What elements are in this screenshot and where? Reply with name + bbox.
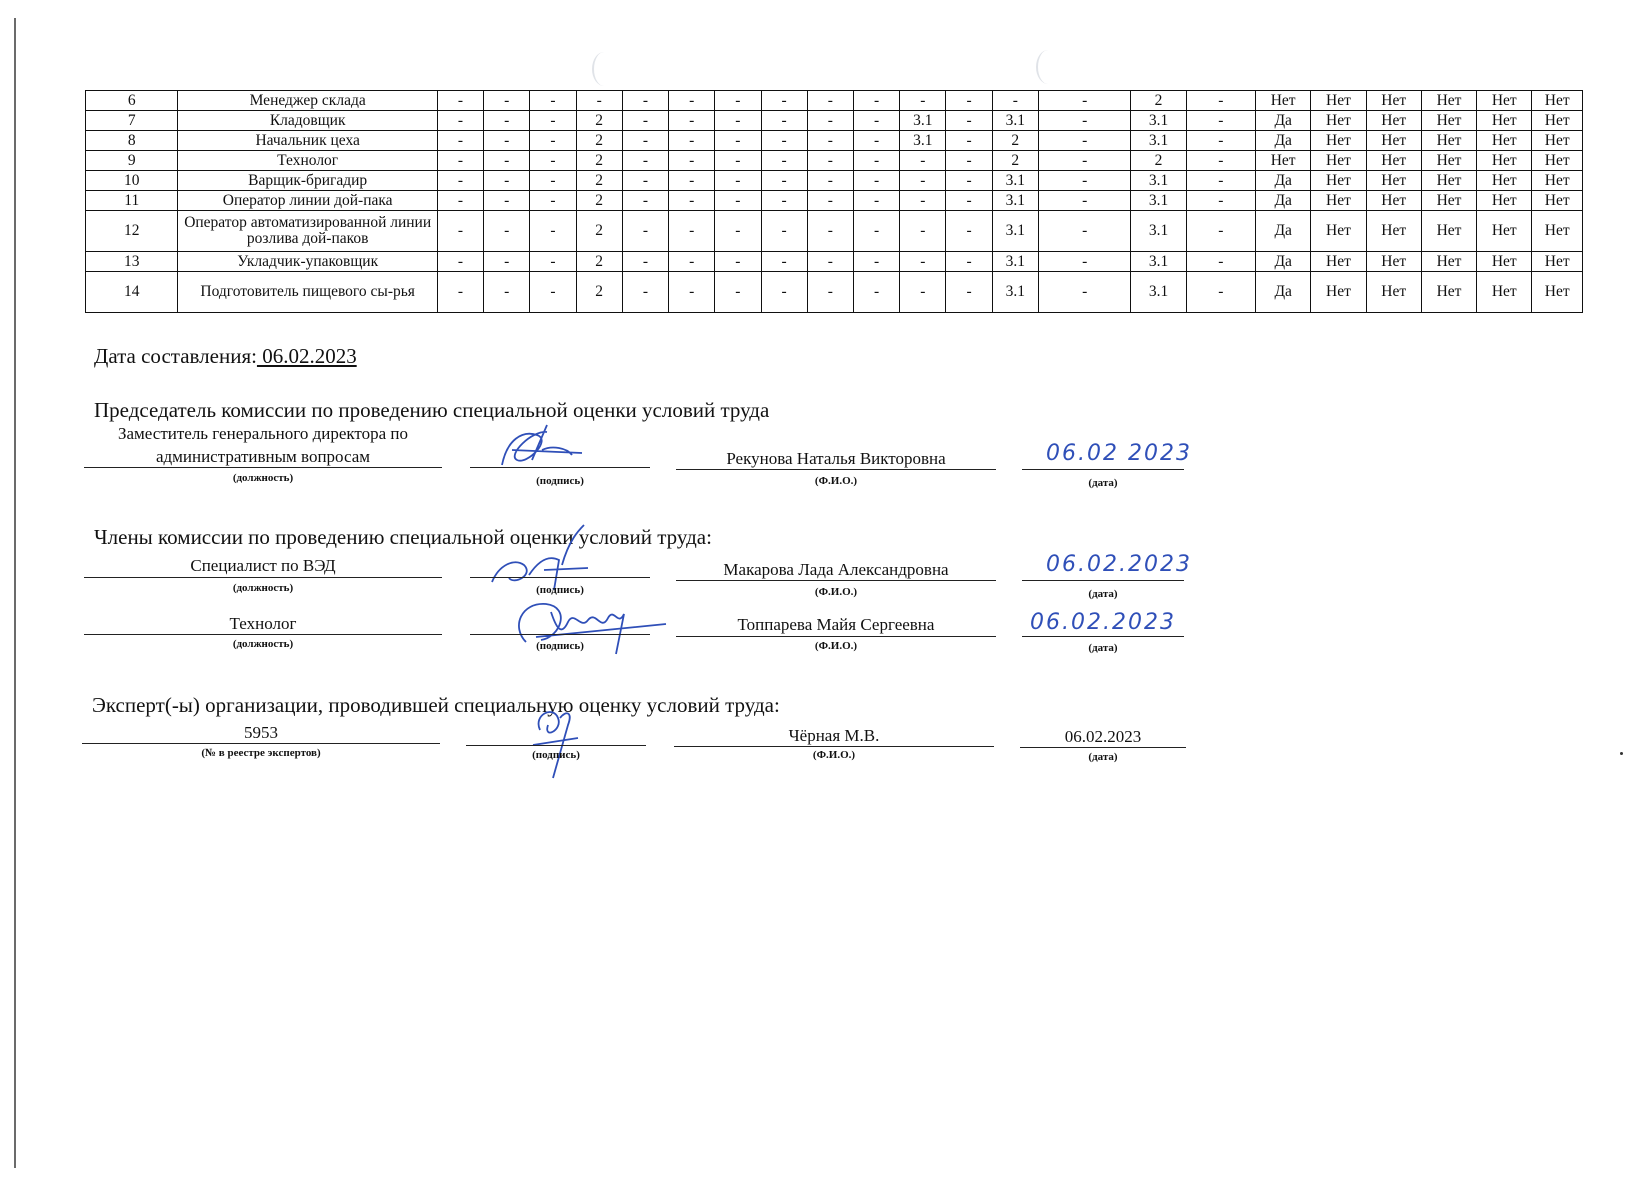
table-cell: Нет	[1421, 91, 1476, 111]
row-number-cell: 12	[86, 211, 178, 252]
member-1-date-line	[1022, 580, 1184, 581]
expert-registry-line	[82, 743, 440, 744]
table-cell: 3.1	[1131, 171, 1186, 191]
job-title-cell: Оператор линии дой-пака	[178, 191, 437, 211]
table-cell: 2	[576, 151, 622, 171]
table-cell: Нет	[1532, 171, 1583, 191]
table-cell: -	[900, 272, 946, 313]
date-compiled	[94, 344, 357, 369]
table-cell: -	[761, 171, 807, 191]
table-cell: Нет	[1421, 272, 1476, 313]
table-cell: Нет	[1477, 191, 1532, 211]
table-cell: 3.1	[992, 272, 1038, 313]
table-cell: Да	[1256, 131, 1311, 151]
table-cell: -	[484, 191, 530, 211]
job-title-cell: Технолог	[178, 151, 437, 171]
caption-signature: (подпись)	[536, 584, 584, 596]
table-cell: -	[530, 252, 576, 272]
table-cell: Нет	[1421, 111, 1476, 131]
table-row	[86, 211, 1583, 252]
table-cell: -	[946, 131, 992, 151]
table-cell: Нет	[1421, 151, 1476, 171]
table-cell: -	[530, 91, 576, 111]
expert-date: 06.02.2023	[1064, 727, 1142, 746]
expert-signature	[518, 700, 588, 780]
table-cell: Нет	[1532, 91, 1583, 111]
table-cell: 3.1	[992, 252, 1038, 272]
table-cell: Нет	[1477, 272, 1532, 313]
table-cell: 2	[576, 211, 622, 252]
member-2-position: Технолог	[229, 614, 297, 633]
table-cell: -	[1038, 191, 1130, 211]
table-cell: Нет	[1366, 272, 1421, 313]
table-row	[86, 272, 1583, 313]
table-cell: Нет	[1366, 131, 1421, 151]
table-cell: -	[1038, 151, 1130, 171]
expert-heading: Эксперт(-ы) организации, проводившей специальную оценку условий труда:	[92, 693, 780, 717]
row-number-cell: 11	[86, 191, 178, 211]
table-cell: 2	[576, 191, 622, 211]
row-number-cell: 13	[86, 252, 178, 272]
table-cell: -	[1038, 131, 1130, 151]
table-cell: -	[807, 252, 853, 272]
sout-results-table	[85, 90, 1583, 313]
table-cell: 2	[576, 272, 622, 313]
table-cell: -	[1186, 151, 1255, 171]
table-cell: -	[437, 191, 483, 211]
scan-page-edge	[14, 18, 16, 1168]
table-cell: -	[807, 151, 853, 171]
expert-registry-number: 5953	[244, 723, 278, 742]
table-cell: Нет	[1421, 191, 1476, 211]
table-cell: Нет	[1532, 131, 1583, 151]
table-cell: -	[530, 131, 576, 151]
table-cell: Да	[1256, 111, 1311, 131]
table-row	[86, 191, 1583, 211]
table-cell: -	[946, 151, 992, 171]
table-cell: Нет	[1256, 91, 1311, 111]
table-cell: Нет	[1532, 272, 1583, 313]
table-cell: -	[1038, 252, 1130, 272]
table-cell: 2	[576, 252, 622, 272]
table-cell: Нет	[1311, 252, 1366, 272]
table-cell: -	[946, 211, 992, 252]
table-cell: -	[669, 151, 715, 171]
table-cell: -	[530, 171, 576, 191]
member-1-name: Макарова Лада Александровна	[723, 560, 949, 579]
table-cell: -	[715, 211, 761, 252]
table-cell: -	[669, 171, 715, 191]
table-cell: -	[484, 91, 530, 111]
table-cell: Нет	[1421, 211, 1476, 252]
table-cell: 2	[992, 131, 1038, 151]
expert-signature-line	[466, 745, 646, 746]
caption-date: (дата)	[1088, 642, 1118, 654]
table-cell: -	[530, 211, 576, 252]
table-cell: -	[622, 111, 668, 131]
table-cell: Нет	[1477, 211, 1532, 252]
table-cell: -	[669, 191, 715, 211]
table-cell: -	[853, 252, 899, 272]
table-cell: -	[761, 131, 807, 151]
table-cell: -	[1038, 211, 1130, 252]
table-cell: -	[761, 111, 807, 131]
table-cell: -	[807, 131, 853, 151]
table-cell: Нет	[1366, 111, 1421, 131]
table-cell: -	[900, 91, 946, 111]
member-1-position: Специалист по ВЭД	[190, 556, 336, 575]
caption-fio: (Ф.И.О.)	[814, 475, 858, 487]
table-cell: Нет	[1311, 111, 1366, 131]
table-cell: Нет	[1421, 131, 1476, 151]
table-cell: -	[715, 111, 761, 131]
row-number-cell: 7	[86, 111, 178, 131]
row-number-cell: 8	[86, 131, 178, 151]
table-cell: -	[715, 171, 761, 191]
table-cell: -	[946, 171, 992, 191]
caption-fio: (Ф.И.О.)	[814, 640, 858, 652]
table-cell: -	[761, 151, 807, 171]
table-cell: -	[715, 151, 761, 171]
table-cell: -	[576, 91, 622, 111]
table-cell: Нет	[1421, 252, 1476, 272]
table-cell: -	[900, 211, 946, 252]
job-title-cell: Укладчик-упаковщик	[178, 252, 437, 272]
table-cell: -	[622, 211, 668, 252]
table-cell: -	[622, 171, 668, 191]
table-cell: 3.1	[1131, 131, 1186, 151]
table-cell: Нет	[1532, 191, 1583, 211]
table-cell: Нет	[1311, 131, 1366, 151]
caption-date: (дата)	[1088, 477, 1118, 489]
table-cell: Да	[1256, 171, 1311, 191]
table-cell: 3.1	[1131, 272, 1186, 313]
caption-signature: (подпись)	[532, 749, 580, 761]
expert-name-line	[674, 746, 994, 747]
member-2-date-line	[1022, 636, 1184, 637]
job-title-cell: Подготовитель пищевого сы-рья	[178, 272, 437, 313]
table-cell: -	[761, 91, 807, 111]
table-cell: 3.1	[992, 191, 1038, 211]
table-cell: -	[484, 111, 530, 131]
table-cell: -	[1038, 171, 1130, 191]
table-cell: -	[946, 272, 992, 313]
table-cell: Нет	[1421, 171, 1476, 191]
table-cell: -	[484, 211, 530, 252]
table-cell: Нет	[1366, 91, 1421, 111]
table-cell: 2	[992, 151, 1038, 171]
caption-fio: (Ф.И.О.)	[814, 586, 858, 598]
table-cell: -	[853, 171, 899, 191]
row-number-cell: 10	[86, 171, 178, 191]
table-cell: -	[669, 252, 715, 272]
chairman-date-handwritten: 06.02 2023	[1046, 441, 1192, 466]
table-cell: -	[946, 191, 992, 211]
chairman-signature-line	[470, 467, 650, 468]
table-cell: -	[807, 91, 853, 111]
table-cell: -	[853, 151, 899, 171]
table-cell: Нет	[1532, 111, 1583, 131]
table-cell: -	[715, 191, 761, 211]
table-cell: Нет	[1532, 151, 1583, 171]
table-cell: -	[807, 211, 853, 252]
member-2-position-line	[84, 634, 442, 635]
table-cell: Нет	[1366, 211, 1421, 252]
table-cell: 3.1	[992, 111, 1038, 131]
chairman-position-line1: Заместитель генерального директора по	[117, 424, 408, 443]
table-cell: Нет	[1311, 171, 1366, 191]
table-cell: -	[807, 272, 853, 313]
table-cell: Нет	[1366, 171, 1421, 191]
table-cell: -	[1186, 252, 1255, 272]
row-number-cell: 6	[86, 91, 178, 111]
table-cell: -	[946, 252, 992, 272]
table-cell: -	[761, 191, 807, 211]
table-cell: -	[437, 131, 483, 151]
table-cell: -	[1038, 91, 1130, 111]
table-cell: 3.1	[900, 131, 946, 151]
table-cell: -	[853, 191, 899, 211]
date-compiled-label: Дата составления:	[94, 344, 257, 368]
caption-date: (дата)	[1088, 751, 1118, 763]
chairman-heading: Председатель комиссии по проведению специальной оценки условий труда	[94, 398, 770, 422]
member-1-date-handwritten: 06.02.2023	[1046, 552, 1192, 577]
table-cell: -	[1186, 191, 1255, 211]
table-cell: -	[992, 91, 1038, 111]
caption-position: (должность)	[232, 638, 294, 650]
job-title-cell: Варщик-бригадир	[178, 171, 437, 191]
table-row	[86, 111, 1583, 131]
table-cell: -	[853, 91, 899, 111]
table-cell: -	[807, 191, 853, 211]
scan-artifact	[1036, 50, 1060, 84]
job-title-cell: Менеджер склада	[178, 91, 437, 111]
table-cell: -	[622, 131, 668, 151]
caption-signature: (подпись)	[536, 475, 584, 487]
table-cell: Нет	[1366, 252, 1421, 272]
table-cell: Нет	[1311, 272, 1366, 313]
job-title-cell: Начальник цеха	[178, 131, 437, 151]
table-cell: -	[807, 171, 853, 191]
table-cell: Нет	[1256, 151, 1311, 171]
table-cell: 3.1	[900, 111, 946, 131]
table-cell: -	[437, 171, 483, 191]
chairman-position-line	[84, 467, 442, 468]
table-cell: -	[946, 111, 992, 131]
table-cell: -	[807, 111, 853, 131]
table-cell: -	[622, 151, 668, 171]
scan-artifact	[592, 52, 616, 86]
table-cell: -	[900, 171, 946, 191]
table-cell: -	[900, 151, 946, 171]
table-cell: -	[669, 91, 715, 111]
table-cell: -	[669, 111, 715, 131]
table-cell: -	[530, 191, 576, 211]
table-cell: 2	[576, 111, 622, 131]
table-cell: -	[437, 211, 483, 252]
table-row	[86, 91, 1583, 111]
table-row	[86, 252, 1583, 272]
table-cell: -	[484, 171, 530, 191]
caption-position: (должность)	[232, 582, 294, 594]
row-number-cell: 9	[86, 151, 178, 171]
table-cell: -	[1186, 211, 1255, 252]
table-cell: Нет	[1477, 252, 1532, 272]
table-cell: -	[1186, 171, 1255, 191]
caption-fio: (Ф.И.О.)	[812, 749, 856, 761]
table-cell: Нет	[1366, 191, 1421, 211]
table-cell: -	[761, 252, 807, 272]
member-1-name-line	[676, 580, 996, 581]
table-cell: Нет	[1366, 151, 1421, 171]
table-cell: -	[1186, 131, 1255, 151]
caption-registry: (№ в реестре экспертов)	[201, 747, 321, 759]
table-cell: 2	[576, 171, 622, 191]
chairman-name: Рекунова Наталья Викторовна	[726, 449, 946, 468]
table-cell: -	[669, 272, 715, 313]
table-cell: -	[1186, 91, 1255, 111]
table-cell: -	[900, 252, 946, 272]
table-cell: Нет	[1477, 131, 1532, 151]
table-cell: -	[715, 91, 761, 111]
chairman-name-line	[676, 469, 996, 470]
table-cell: -	[622, 91, 668, 111]
table-cell: -	[530, 272, 576, 313]
member-2-date-handwritten: 06.02.2023	[1030, 610, 1176, 635]
table-cell: -	[530, 111, 576, 131]
table-cell: -	[437, 272, 483, 313]
table-cell: Нет	[1311, 151, 1366, 171]
table-cell: -	[761, 272, 807, 313]
member-2-signature-line	[470, 634, 650, 635]
member-1-position-line	[84, 577, 442, 578]
table-cell: Да	[1256, 272, 1311, 313]
date-compiled-value: 06.02.2023	[256, 344, 357, 368]
table-cell: -	[715, 272, 761, 313]
table-cell: -	[437, 91, 483, 111]
job-title-cell: Кладовщик	[178, 111, 437, 131]
table-row	[86, 151, 1583, 171]
table-body	[86, 91, 1583, 313]
table-cell: -	[669, 131, 715, 151]
table-cell: -	[853, 131, 899, 151]
table-cell: -	[715, 252, 761, 272]
expert-date-line	[1020, 747, 1186, 748]
table-cell: Нет	[1477, 111, 1532, 131]
table-cell: 3.1	[1131, 111, 1186, 131]
table-cell: 3.1	[992, 211, 1038, 252]
members-heading: Члены комиссии по проведению специальной оценки условий труда:	[94, 525, 712, 549]
table-cell: 2	[576, 131, 622, 151]
table-cell: Да	[1256, 211, 1311, 252]
table-cell: -	[715, 131, 761, 151]
table-cell: -	[669, 211, 715, 252]
expert-name: Чёрная М.В.	[788, 726, 880, 745]
table-cell: -	[437, 111, 483, 131]
table-cell: -	[484, 252, 530, 272]
chairman-position-line2: административным вопросам	[155, 447, 371, 466]
table-cell: Нет	[1532, 211, 1583, 252]
table-cell: -	[761, 211, 807, 252]
member-2-name: Топпарева Майя Сергеевна	[737, 615, 935, 634]
row-number-cell: 14	[86, 272, 178, 313]
table-cell: 3.1	[1131, 191, 1186, 211]
table-cell: -	[437, 252, 483, 272]
scan-dot	[1620, 752, 1623, 755]
table-cell: -	[853, 272, 899, 313]
table-cell: Нет	[1477, 91, 1532, 111]
table-cell: -	[437, 151, 483, 171]
caption-date: (дата)	[1088, 588, 1118, 600]
caption-signature: (подпись)	[536, 640, 584, 652]
table-cell: -	[900, 191, 946, 211]
chairman-date-line	[1022, 469, 1184, 470]
job-title-cell: Оператор автоматизированной линии розлива дой-паков	[178, 211, 437, 252]
table-cell: -	[484, 131, 530, 151]
table-row	[86, 131, 1583, 151]
table-cell: Нет	[1311, 211, 1366, 252]
table-cell: -	[622, 252, 668, 272]
table-cell: -	[946, 91, 992, 111]
table-cell: Да	[1256, 191, 1311, 211]
member-1-signature-line	[470, 577, 650, 578]
member-2-name-line	[676, 636, 996, 637]
table-cell: Нет	[1477, 151, 1532, 171]
table-cell: -	[1186, 111, 1255, 131]
table-row	[86, 171, 1583, 191]
table-cell: -	[622, 272, 668, 313]
table-cell: -	[1186, 272, 1255, 313]
table-cell: Нет	[1532, 252, 1583, 272]
table-cell: -	[1038, 111, 1130, 131]
table-cell: 2	[1131, 91, 1186, 111]
table-cell: 3.1	[992, 171, 1038, 191]
table-cell: -	[622, 191, 668, 211]
table-cell: -	[530, 151, 576, 171]
table-cell: Нет	[1477, 171, 1532, 191]
table-cell: 2	[1131, 151, 1186, 171]
table-cell: Нет	[1311, 191, 1366, 211]
table-cell: -	[484, 151, 530, 171]
table-cell: -	[853, 111, 899, 131]
table-cell: -	[853, 211, 899, 252]
table-cell: 3.1	[1131, 252, 1186, 272]
table-cell: -	[484, 272, 530, 313]
table-cell: -	[1038, 272, 1130, 313]
table-cell: Нет	[1311, 91, 1366, 111]
table-cell: 3.1	[1131, 211, 1186, 252]
caption-position: (должность)	[232, 472, 294, 484]
table-cell: Да	[1256, 252, 1311, 272]
